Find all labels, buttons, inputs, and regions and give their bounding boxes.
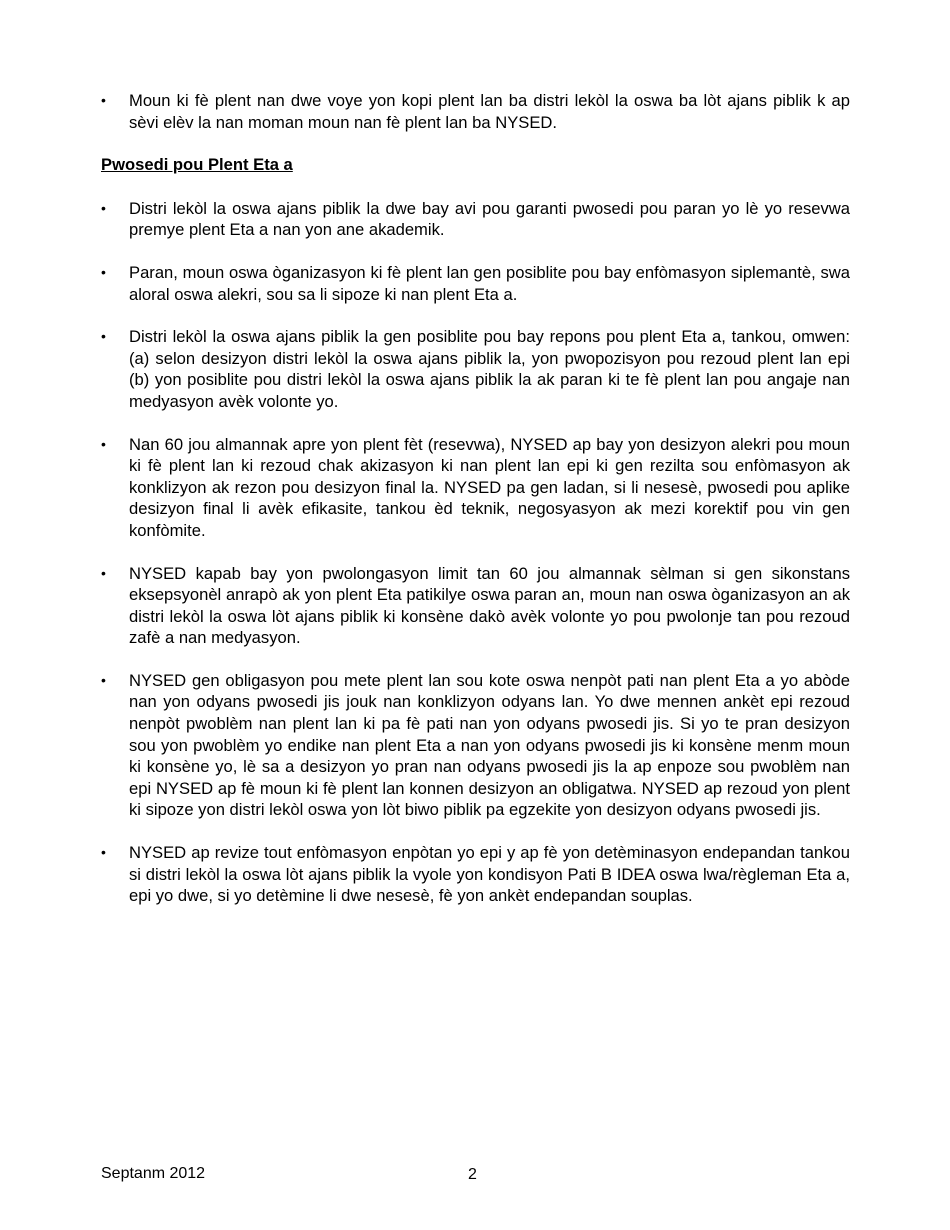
bullet-text: NYSED ap revize tout enfòmasyon enpòtan yo epi y ap fè yon detèminasyon endepandan tankou si distri lekòl la oswa lòt ajans piblik la vyole yon kondisyon Pati B IDEA oswa lwa/règleman Eta a, epi yo dwe, si yo detèmine li dwe nesesè, fè yon ankèt endepandan souplas. (129, 843, 850, 906)
bullet-text: NYSED kapab bay yon pwolongasyon limit tan 60 jou almannak sèlman si gen sikonstans eksepsyonèl anrapò ak yon plent Eta patikilye oswa paran an, moun nan oswa òganizasyon an ak distri lekòl la oswa lòt ajans piblik ki konsène dakò avèk volonte yo pou pwolonje tan pou rezoud zafè a nan medyasyon. (129, 563, 850, 648)
bullet-glyph: • (101, 564, 106, 581)
footer-date: Septanm 2012 (101, 1165, 206, 1182)
bullet-item (101, 434, 850, 542)
bullet-text: Distri lekòl la oswa ajans piblik la gen posiblite pou bay repons pou plent Eta a, tankou, omwen: (a) selon desizyon distri lekòl la oswa ajans piblik la, yon pwopozisyon pou rezoud plent lan epi (b) yon posiblite pou distri lekòl la oswa ajans piblik la ak paran ki te fè plent lan pou angaje nan medyasyon avèk volonte yo. (129, 327, 850, 411)
bullet-text: NYSED gen obligasyon pou mete plent lan sou kote oswa nenpòt pati nan plent Eta a yo abòde nan yon odyans pwosedi jis jouk nan konklizyon odyans lan. Yo dwe mennen ankèt epi rezoud nenpòt pwoblèm nan plent lan ki pa fè pati nan yon odyans pwosedi jis. Si yo te pran desizyon sou yon pwoblèm yo endike nan plent Eta a nan yon odyans pwosedi jis ki konsène menm moun ki konsène yo, lè sa a desizyon yo pran nan odyans pwosedi jis la ap enpoze sou pwoblèm nan epi NYSED ap fè moun ki fè plent lan konnen desizyon an obligatwa. NYSED ap rezoud yon plent ki sipoze yon distri lekòl oswa yon lòt biwo piblik pa egzekite yon desizyon odyans pwosedi jis. (129, 670, 850, 820)
bullet-glyph: • (101, 199, 106, 216)
section-heading: Pwosedi pou Plent Eta a (101, 155, 293, 175)
document-body (101, 90, 850, 928)
bullet-glyph: • (101, 671, 106, 688)
bullet-text: Nan 60 jou almannak apre yon plent fèt (resevwa), NYSED ap bay yon desizyon alekri pou moun ki fè plent lan ki rezoud chak akizasyon ki nan plent lan epi ki gen rezilta sou enfòmasyon ak konklizyon ak rezon pou desizyon final la. NYSED pa gen ladan, si li nesesè, pwosedi pou aplike desizyon final li avèk efikasite, tankou èd teknik, negosyasyon ak mezi korektif pou vin gen konfòmite. (129, 434, 850, 540)
bullet-glyph: • (101, 844, 106, 861)
bullet-glyph: • (101, 328, 106, 345)
bullet-glyph: • (101, 263, 106, 280)
bullet-item (101, 262, 850, 305)
bullet-text: Distri lekòl la oswa ajans piblik la dwe bay avi pou garanti pwosedi pou paran yo lè yo resevwa premye plent Eta a nan yon ane akademik. (129, 198, 850, 240)
bullet-text: Moun ki fè plent nan dwe voye yon kopi plent lan ba distri lekòl la oswa ba lòt ajans piblik k ap sèvi elèv la nan moman moun nan fè plent lan ba NYSED. (129, 91, 850, 132)
bullet-item (101, 326, 850, 412)
bullet-intro (101, 90, 850, 133)
bullet-glyph: • (101, 92, 106, 108)
bullet-item (101, 670, 850, 821)
bullet-item (101, 563, 850, 649)
bullet-glyph: • (101, 435, 106, 452)
bullet-item (101, 842, 850, 907)
bullet-item (101, 198, 850, 241)
page-number: 2 (468, 1166, 477, 1183)
bullet-text: Paran, moun oswa òganizasyon ki fè plent lan gen posiblite pou bay enfòmasyon siplemantè, swa aloral oswa alekri, sou sa li sipoze ki nan plent Eta a. (129, 262, 850, 304)
